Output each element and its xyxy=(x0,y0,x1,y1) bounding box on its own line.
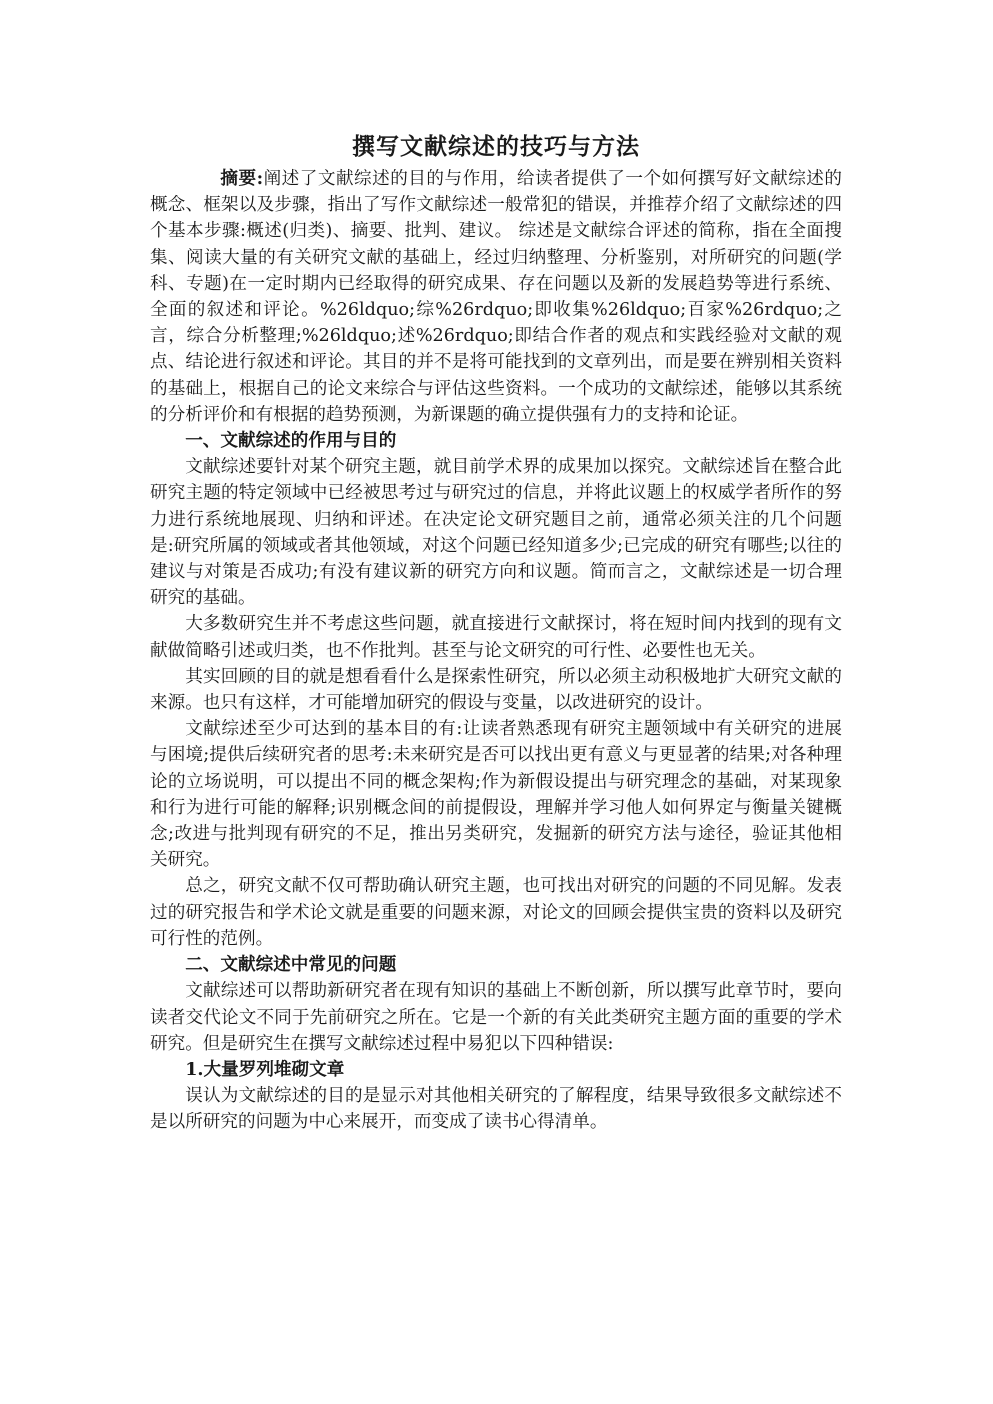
paragraph: 文献综述要针对某个研究主题，就目前学术界的成果加以探究。文献综述旨在整合此研究主题的特定领域中已经被思考过与研究过的信息，并将此议题上的权威学者所作的努力进行系统地展现、归纳和评述。在决定论文研究题目之前，通常必须关注的几个问题是:研究所属的领域或者其他领域，对这个问题已经知道多少;已完成的研究有哪些;以往的建议与对策是否成功;有没有建议新的研究方向和议题。简而言之，文献综述是一切合理研究的基础。 xyxy=(150,457,842,609)
section-heading-2: 二、文献综述中常见的问题 xyxy=(185,954,397,976)
paragraph: 文献综述至少可达到的基本目的有:让读者熟悉现有研究主题领域中有关研究的进展与困境;提供后续研究者的思考:未来研究是否可以找出更有意义与更显著的结果;对各种理论的立场说明，可以提出不同的概念架构;作为新假设提出与研究理念的基础，对某现象和行为进行可能的解释;识别概念间的前提假设，理解并学习他人如何界定与衡量关键概念;改进与批判现有研究的不足，推出另类研究，发掘新的研究方法与途径，验证其他相关研究。 xyxy=(150,719,842,871)
abstract-text: 阐述了文献综述的目的与作用，给读者提供了一个如何撰写好文献综述的概念、框架以及步骤，指出了写作文献综述一般常犯的错误，并推荐介绍了文献综述的四个基本步骤:概述(归类)、摘要、批判、建议。 综述是文献综合评述的简称，指在全面搜集、阅读大量的有关研究文献的基础上，经过归纳整理、分析鉴别，对所研究的问题(学科、专题)在一定时期内已经取得的研究成果、存在问题以及新的发展趋势等进行系统、全面的叙述和评论。%26ldquo;综%26rdquo;即收集%26ldquo;百家%26rdquo;之言，综合分析整理;%26ldquo;述%26rdquo;即结合作者的观点和实践经验对文献的观点、结论进行叙述和评论。其目的并不是将可能找到的文章列出，而是要在辨别相关资料的基础上，根据自己的论文来综合与评估这些资料。一个成功的文献综述，能够以其系统的分析评价和有根据的趋势预测，为新课题的确立提供强有力的支持和论证。 xyxy=(150,169,842,425)
section-heading-1: 一、文献综述的作用与目的 xyxy=(185,430,397,452)
document-title: 撰写文献综述的技巧与方法 xyxy=(352,133,640,160)
paragraph: 其实回顾的目的就是想看看什么是探索性研究，所以必须主动积极地扩大研究文献的来源。也只有这样，才可能增加研究的假设与变量，以改进研究的设计。 xyxy=(150,666,842,714)
paragraph: 总之，研究文献不仅可帮助确认研究主题，也可找出对研究的问题的不同见解。发表过的研究报告和学术论文就是重要的问题来源，对论文的回顾会提供宝贵的资料以及研究可行性的范例。 xyxy=(150,876,842,949)
abstract-label: 摘要: xyxy=(220,168,264,189)
document-body xyxy=(150,128,842,1136)
paragraph: 误认为文献综述的目的是显示对其他相关研究的了解程度，结果导致很多文献综述不是以所研究的问题为中心来展开，而变成了读书心得清单。 xyxy=(150,1086,842,1133)
subsection-heading-1: 1.大量罗列堆砌文章 xyxy=(185,1058,345,1080)
paragraph: 文献综述可以帮助新研究者在现有知识的基础上不断创新，所以撰写此章节时，要向读者交代论文不同于先前研究之所在。它是一个新的有关此类研究主题方面的重要的学术研究。但是研究生在撰写文献综述过程中易犯以下四种错误: xyxy=(150,981,842,1054)
abstract-paragraph xyxy=(150,166,842,428)
paragraph: 大多数研究生并不考虑这些问题，就直接进行文献探讨，将在短时间内找到的现有文献做简略引述或归类，也不作批判。甚至与论文研究的可行性、必要性也无关。 xyxy=(150,614,842,661)
